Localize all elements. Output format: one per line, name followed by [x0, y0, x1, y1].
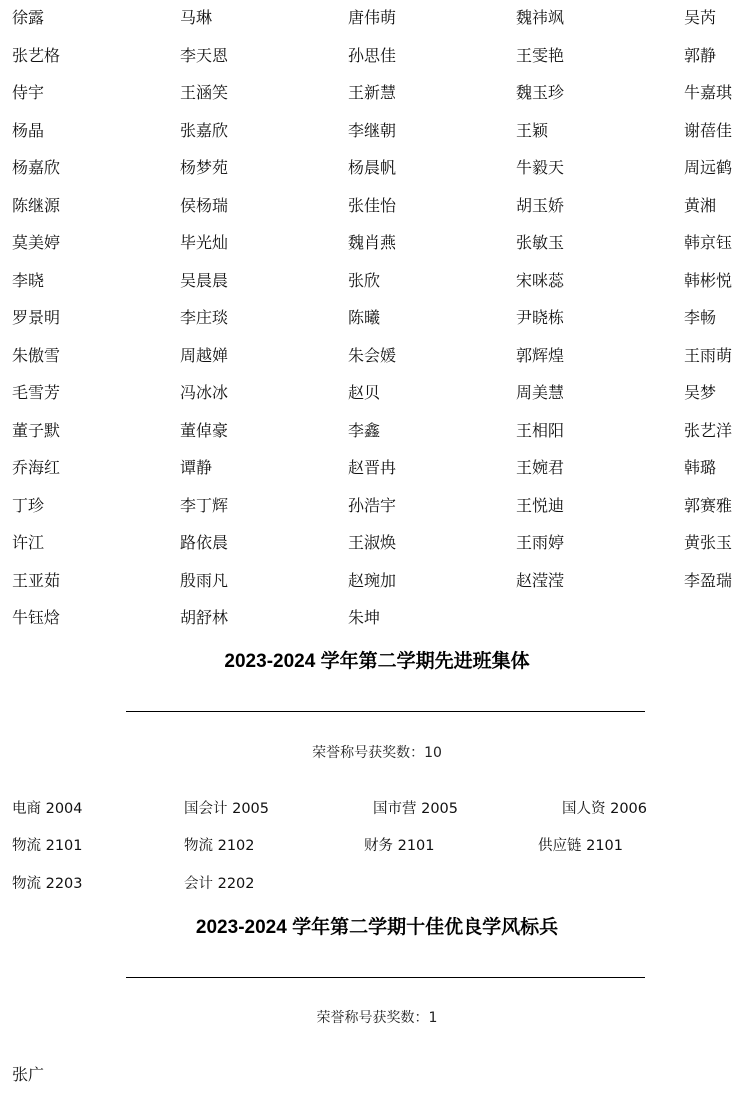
name-cell: 侍宇	[12, 83, 45, 102]
name-cell: 赵琬加	[348, 570, 397, 590]
name-cell: 朱会媛	[348, 345, 397, 365]
name-cell: 罗景明	[12, 308, 61, 327]
names-row	[12, 338, 754, 376]
study-pacesetter-title: 2023-2024 学年第二学期十佳优良学风标兵	[195, 917, 559, 938]
name-cell: 张敏玉	[516, 233, 565, 252]
name-cell: 周美慧	[516, 383, 565, 402]
name-cell: 赵晋冉	[348, 458, 397, 477]
name-cell: 李庄琰	[180, 308, 229, 327]
honor-names-grid	[12, 0, 754, 638]
name-cell: 杨梦苑	[180, 158, 229, 177]
name-cell: 毛雪芳	[12, 383, 61, 402]
class-item: 会计 2202	[184, 876, 255, 892]
name-cell: 韩京钰	[684, 233, 733, 252]
names-row	[12, 0, 754, 38]
name-cell: 魏祎飒	[516, 8, 565, 27]
name-cell: 李鑫	[348, 420, 381, 440]
names-row	[12, 600, 754, 638]
names-row	[12, 188, 754, 226]
name-cell: 赵贝	[348, 383, 381, 402]
name-cell: 孙浩宇	[348, 495, 397, 515]
class-item: 物流 2101	[12, 838, 83, 854]
names-row	[12, 75, 754, 113]
name-cell: 张嘉欣	[180, 120, 229, 140]
name-cell: 吴芮	[684, 8, 717, 27]
name-cell: 牛毅天	[516, 158, 565, 177]
name-cell: 王新慧	[348, 83, 397, 102]
name-cell: 张艺格	[12, 45, 61, 65]
name-cell: 王悦迪	[516, 495, 565, 515]
name-cell: 魏肖燕	[348, 233, 397, 252]
name-cell: 王雯艳	[516, 45, 565, 65]
names-row	[12, 113, 754, 151]
name-cell: 王雨萌	[684, 345, 733, 365]
names-row	[12, 263, 754, 301]
name-cell: 王相阳	[516, 420, 565, 440]
name-cell: 杨晨帆	[348, 158, 397, 177]
names-row	[12, 525, 754, 563]
names-row	[12, 225, 754, 263]
class-item: 国人资 2006	[562, 801, 648, 817]
name-cell: 谭静	[180, 458, 213, 477]
name-cell: 胡舒林	[180, 608, 229, 627]
name-cell: 陈继源	[12, 195, 61, 215]
names-row	[12, 450, 754, 488]
name-cell: 王颖	[516, 120, 549, 140]
name-cell: 侯杨瑞	[180, 195, 229, 215]
name-cell: 魏玉珍	[516, 83, 565, 102]
name-cell: 朱傲雪	[12, 345, 61, 365]
name-cell: 马琳	[180, 8, 213, 27]
name-cell: 周远鹤	[684, 158, 733, 177]
name-cell: 丁珍	[12, 495, 45, 515]
name-cell: 冯冰冰	[180, 383, 229, 402]
name-cell: 胡玉娇	[516, 195, 565, 215]
name-cell: 孙思佳	[348, 45, 397, 65]
name-cell: 王雨婷	[516, 533, 565, 552]
name-cell: 陈曦	[348, 308, 381, 327]
name-cell: 李畅	[684, 308, 717, 327]
names-row	[12, 488, 754, 526]
study-pacesetter-count: 荣誉称号获奖数：1	[316, 1010, 438, 1026]
name-cell: 乔海红	[12, 458, 61, 477]
name-cell: 张佳怡	[348, 195, 397, 215]
pacesetter-name: 张广	[12, 1065, 45, 1084]
advanced-class-title: 2023-2024 学年第二学期先进班集体	[224, 651, 530, 672]
name-cell: 董子默	[12, 420, 61, 440]
class-item: 物流 2203	[12, 876, 83, 892]
name-cell: 李晓	[12, 270, 45, 290]
names-row	[12, 375, 754, 413]
name-cell: 王淑焕	[348, 533, 397, 552]
name-cell: 韩彬悦	[684, 270, 733, 290]
name-cell: 王婉君	[516, 458, 565, 477]
name-cell: 李盈瑞	[684, 570, 733, 590]
name-cell: 牛钰焓	[12, 608, 61, 627]
section-divider	[126, 977, 645, 978]
name-cell: 黄张玉	[684, 533, 733, 552]
name-cell: 赵滢滢	[516, 570, 565, 590]
name-cell: 王亚茹	[12, 570, 61, 590]
names-row	[12, 563, 754, 601]
name-cell: 朱坤	[348, 608, 381, 627]
name-cell: 吴梦	[684, 383, 717, 402]
names-row	[12, 300, 754, 338]
class-item: 物流 2102	[184, 838, 255, 854]
name-cell: 莫美婷	[12, 233, 61, 252]
name-cell: 尹晓栋	[516, 308, 565, 327]
name-cell: 谢蓓佳	[684, 120, 733, 140]
advanced-class-count: 荣誉称号获奖数：10	[312, 745, 442, 761]
names-row	[12, 413, 754, 451]
name-cell: 杨晶	[12, 120, 45, 140]
name-cell: 周越婵	[180, 345, 229, 365]
name-cell: 唐伟萌	[348, 8, 397, 27]
class-item: 财务 2101	[364, 838, 435, 854]
names-row	[12, 38, 754, 76]
name-cell: 吴晨晨	[180, 270, 229, 290]
class-item: 国市营 2005	[373, 801, 459, 817]
name-cell: 张艺洋	[684, 420, 733, 440]
name-cell: 董倬豪	[180, 420, 229, 440]
class-item: 供应链 2101	[538, 838, 624, 854]
name-cell: 李丁辉	[180, 495, 229, 515]
class-item: 电商 2004	[12, 801, 83, 817]
name-cell: 宋咪蕊	[516, 270, 565, 290]
name-cell: 许江	[12, 533, 45, 552]
name-cell: 杨嘉欣	[12, 158, 61, 177]
name-cell: 黄湘	[684, 195, 717, 215]
section-divider	[126, 711, 645, 712]
class-item: 国会计 2005	[184, 801, 270, 817]
name-cell: 郭赛雅	[684, 495, 733, 515]
name-cell: 殷雨凡	[180, 570, 229, 590]
name-cell: 毕光灿	[180, 233, 229, 252]
name-cell: 路依晨	[180, 533, 229, 552]
name-cell: 牛嘉琪	[684, 83, 733, 102]
name-cell: 王涵笑	[180, 83, 229, 102]
name-cell: 李继朝	[348, 120, 397, 140]
name-cell: 韩璐	[684, 458, 717, 477]
names-row	[12, 150, 754, 188]
name-cell: 郭静	[684, 45, 717, 65]
name-cell: 徐露	[12, 8, 45, 27]
name-cell: 李天恩	[180, 45, 229, 65]
name-cell: 郭辉煌	[516, 345, 565, 365]
name-cell: 张欣	[348, 270, 381, 290]
